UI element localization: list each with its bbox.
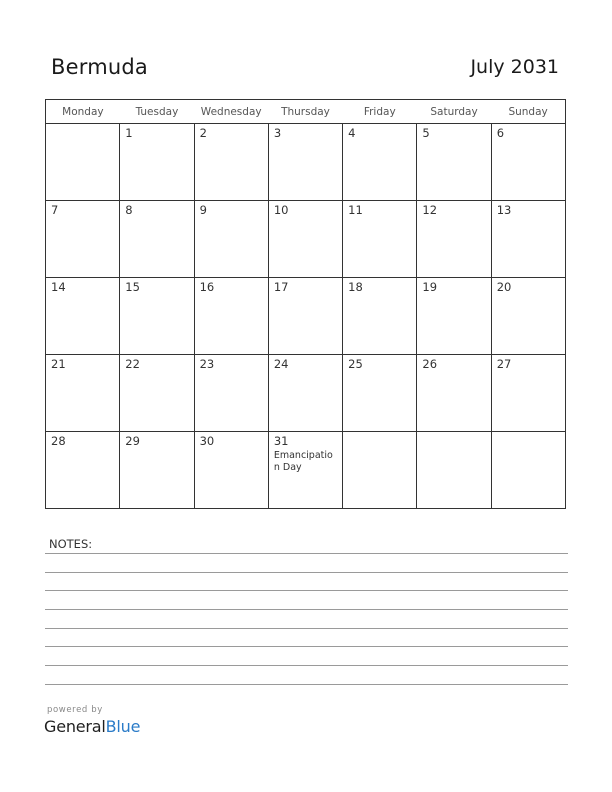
day-number: 5	[422, 126, 430, 140]
calendar-day-cell	[120, 355, 194, 432]
calendar-empty-cell	[417, 432, 491, 509]
weekday-header-row	[46, 100, 566, 124]
calendar-day-cell	[491, 278, 565, 355]
day-number: 13	[496, 203, 512, 217]
weekday-header: Friday	[343, 100, 417, 124]
day-number: 21	[51, 357, 66, 371]
weekday-header: Saturday	[417, 100, 491, 124]
brand-name-part2: Blue	[105, 717, 141, 736]
notes-line	[45, 572, 568, 573]
calendar-week-row	[46, 355, 566, 432]
notes-line	[45, 684, 568, 685]
calendar-day-cell	[194, 201, 268, 278]
day-number: 6	[496, 126, 505, 140]
notes-line	[45, 553, 568, 554]
calendar-empty-cell	[46, 124, 120, 201]
calendar-day-cell	[46, 432, 120, 509]
day-number: 27	[496, 357, 512, 371]
calendar-day-cell	[417, 355, 491, 432]
day-number: 26	[422, 357, 438, 371]
powered-by-text: powered by	[47, 705, 103, 715]
day-number: 11	[348, 203, 363, 217]
day-number: 9	[199, 203, 207, 217]
day-number: 2	[199, 126, 207, 140]
notes-line	[45, 609, 568, 610]
day-number: 4	[348, 126, 356, 140]
day-number: 10	[273, 203, 289, 217]
calendar-day-cell	[194, 355, 268, 432]
day-number: 16	[199, 280, 215, 294]
brand-logo	[44, 717, 140, 736]
day-number: 7	[51, 203, 59, 217]
calendar-day-cell	[46, 201, 120, 278]
day-number: 17	[273, 280, 289, 294]
calendar-day-cell	[120, 201, 194, 278]
day-number: 19	[422, 280, 438, 294]
calendar-day-cell	[491, 355, 565, 432]
calendar-day-cell	[343, 201, 417, 278]
calendar-day-cell	[194, 432, 268, 509]
calendar-empty-cell	[491, 432, 565, 509]
day-number: 18	[348, 280, 363, 294]
weekday-header: Monday	[46, 100, 120, 124]
notes-line	[45, 628, 568, 629]
calendar-day-cell	[343, 355, 417, 432]
calendar-day-cell	[268, 278, 342, 355]
day-number: 15	[125, 280, 140, 294]
calendar-week-row	[46, 278, 566, 355]
day-number: 14	[51, 280, 66, 294]
calendar-day-cell	[268, 432, 342, 509]
calendar-empty-cell	[343, 432, 417, 509]
weekday-header: Sunday	[491, 100, 565, 124]
calendar-day-cell	[120, 278, 194, 355]
calendar-grid	[45, 99, 566, 509]
calendar-day-cell	[417, 278, 491, 355]
calendar-day-cell	[194, 124, 268, 201]
calendar-week-row	[46, 432, 566, 509]
calendar-body	[46, 124, 566, 509]
day-number: 8	[125, 203, 133, 217]
calendar-week-row	[46, 201, 566, 278]
day-number: 30	[199, 434, 215, 448]
day-number: 12	[422, 203, 438, 217]
day-number: 3	[273, 126, 282, 140]
day-number: 28	[51, 434, 66, 448]
calendar-day-cell	[417, 124, 491, 201]
notes-line	[45, 590, 568, 591]
day-number: 23	[199, 357, 215, 371]
weekday-header: Tuesday	[120, 100, 194, 124]
day-number: 20	[496, 280, 512, 294]
day-number: 25	[348, 357, 363, 371]
day-number: 1	[125, 126, 133, 140]
calendar-day-cell	[268, 355, 342, 432]
weekday-header: Wednesday	[194, 100, 268, 124]
calendar-day-cell	[46, 278, 120, 355]
holiday-label: Emancipation Day	[273, 450, 333, 473]
calendar-day-cell	[268, 124, 342, 201]
day-number: 31	[273, 434, 289, 448]
calendar-day-cell	[343, 124, 417, 201]
notes-label: NOTES:	[49, 537, 93, 551]
calendar-day-cell	[120, 124, 194, 201]
weekday-header: Thursday	[268, 100, 342, 124]
calendar-day-cell	[491, 124, 565, 201]
calendar-day-cell	[268, 201, 342, 278]
calendar-day-cell	[194, 278, 268, 355]
notes-line	[45, 665, 568, 666]
calendar-day-cell	[417, 201, 491, 278]
calendar-day-cell	[343, 278, 417, 355]
calendar-month-title: July 2031	[470, 56, 559, 78]
brand-name-part1: General	[44, 717, 106, 736]
day-number: 22	[125, 357, 140, 371]
day-number: 29	[125, 434, 140, 448]
notes-line	[45, 646, 568, 647]
calendar-day-cell	[491, 201, 565, 278]
calendar-region-title: Bermuda	[51, 55, 148, 79]
calendar-day-cell	[46, 355, 120, 432]
calendar-week-row	[46, 124, 566, 201]
day-number: 24	[273, 357, 289, 371]
calendar-day-cell	[120, 432, 194, 509]
